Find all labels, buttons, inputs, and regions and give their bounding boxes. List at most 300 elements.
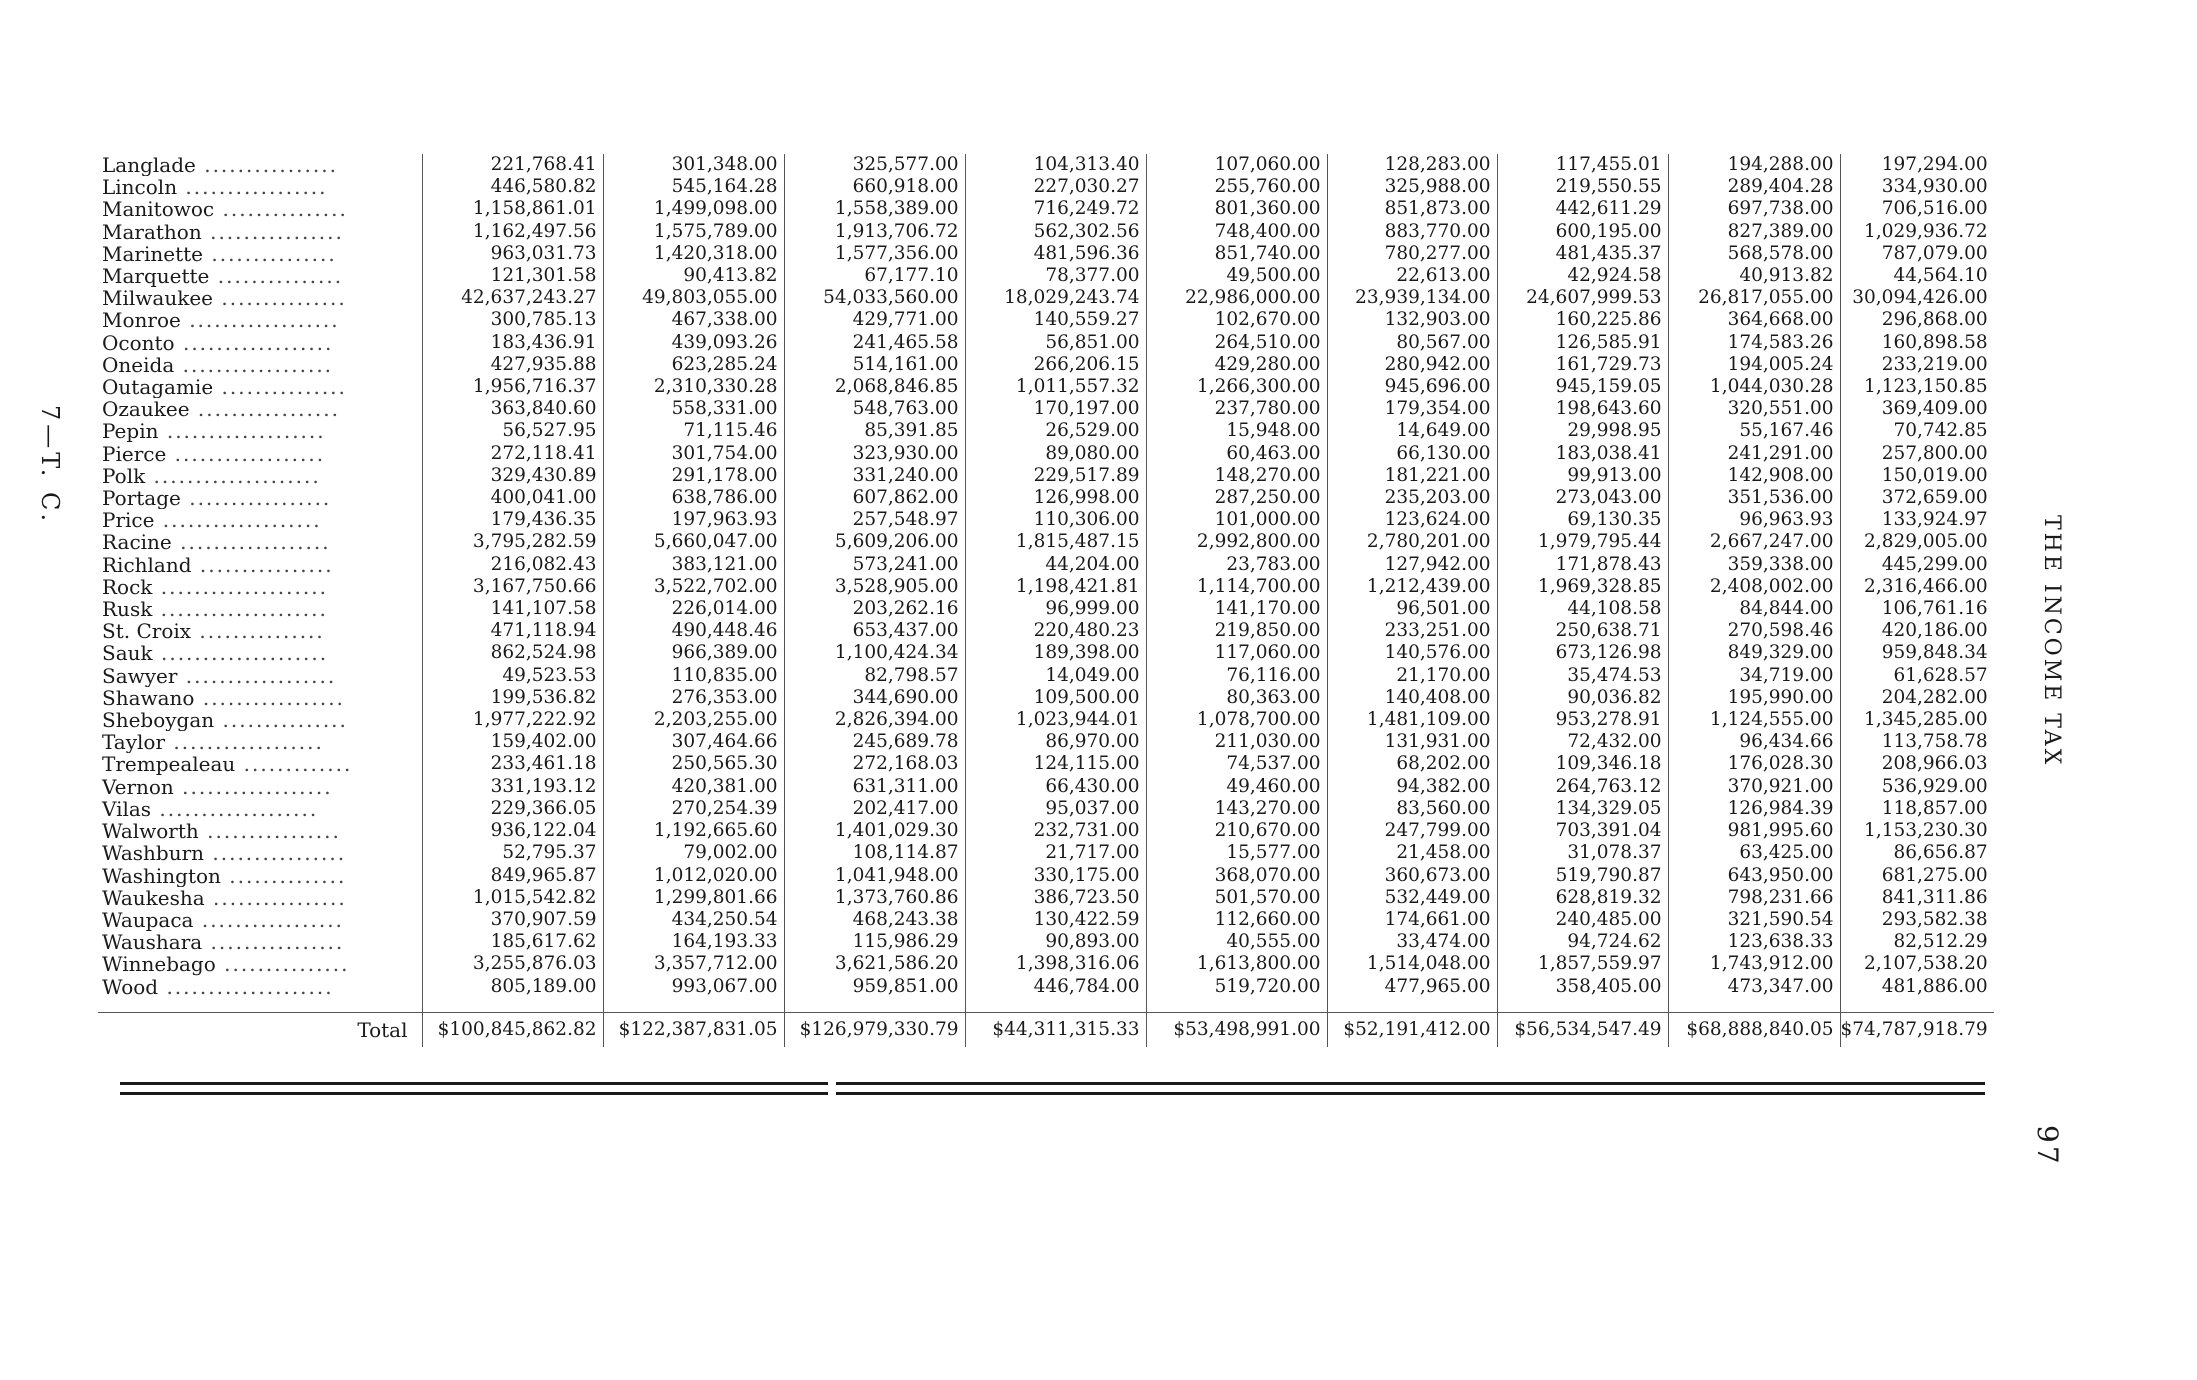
county-name xyxy=(98,287,422,309)
table-cell: 210,670.00 xyxy=(1146,820,1327,842)
table-cell: 473,347.00 xyxy=(1668,976,1840,998)
county-name xyxy=(98,443,422,465)
county-label: Oconto xyxy=(102,331,175,354)
county-label: Vilas xyxy=(102,797,152,821)
table-cell: 548,763.00 xyxy=(784,398,965,420)
county-name xyxy=(98,598,422,620)
spacer-cell xyxy=(1146,998,1327,1013)
table-cell: 325,988.00 xyxy=(1327,176,1497,198)
table-cell: 170,197.00 xyxy=(965,398,1146,420)
table-cell: 264,763.12 xyxy=(1497,776,1668,798)
table-cell: 841,311.86 xyxy=(1881,886,1988,908)
county-name xyxy=(98,154,422,176)
table-cell: 383,121.00 xyxy=(603,554,784,576)
table-cell: 2,829,005.00 xyxy=(1864,531,1988,553)
table-cell: 481,596.36 xyxy=(965,243,1146,265)
table-cell: 330,175.00 xyxy=(965,865,1146,887)
table-cell: 959,848.34 xyxy=(1881,642,1988,664)
table-cell: 1,124,555.00 xyxy=(1668,709,1840,731)
table-cell: 400,041.00 xyxy=(422,487,603,509)
table-row xyxy=(98,865,1994,887)
table-cell: 280,942.00 xyxy=(1327,354,1497,376)
table-row xyxy=(98,620,1994,642)
county-label: Pepin xyxy=(102,420,159,443)
table-cell: 329,430.89 xyxy=(422,465,603,487)
table-cell: 638,786.00 xyxy=(603,487,784,509)
table-cell: 68,202.00 xyxy=(1327,753,1497,775)
county-label: Waushara xyxy=(102,931,203,954)
table-cell: 851,873.00 xyxy=(1327,198,1497,220)
table-cell: 1,956,716.37 xyxy=(422,376,603,398)
leader-dots: .................... xyxy=(145,464,321,488)
table-row xyxy=(98,443,1994,465)
county-label: Sawyer xyxy=(102,664,178,687)
table-cell: 90,036.82 xyxy=(1497,687,1668,709)
table-cell: 1,100,424.34 xyxy=(784,642,965,664)
table-cell: 23,783.00 xyxy=(1146,554,1327,576)
table-cell: 219,550.55 xyxy=(1497,176,1668,198)
table-cell: 60,463.00 xyxy=(1146,443,1327,465)
leader-dots: ................. xyxy=(180,487,332,510)
table-row xyxy=(98,776,1994,798)
table-cell: 849,965.87 xyxy=(422,865,603,887)
table-cell: 1,162,497.56 xyxy=(422,221,603,243)
table-cell: 21,717.00 xyxy=(965,842,1146,864)
leader-dots: .................... xyxy=(158,975,334,998)
table-cell: 143,270.00 xyxy=(1146,798,1327,820)
county-name xyxy=(98,487,422,509)
leader-dots: ............... xyxy=(213,376,347,399)
leader-dots: .................. xyxy=(177,664,337,687)
table-cell: 198,643.60 xyxy=(1497,398,1668,420)
table-cell: 481,435.37 xyxy=(1497,243,1668,265)
table-cell: 112,660.00 xyxy=(1146,909,1327,931)
county-label: Shawano xyxy=(102,686,195,710)
table-cell: 82,798.57 xyxy=(784,665,965,687)
table-cell: 179,436.35 xyxy=(422,509,603,531)
table-cell: 291,178.00 xyxy=(603,465,784,487)
table-cell: 14,649.00 xyxy=(1327,420,1497,442)
county-name xyxy=(98,509,422,531)
county-name xyxy=(98,309,422,331)
table-cell: 131,931.00 xyxy=(1327,731,1497,753)
table-cell: 106,761.16 xyxy=(1881,598,1988,620)
county-name xyxy=(98,354,422,376)
table-cell: 255,760.00 xyxy=(1146,176,1327,198)
table-cell: 490,448.46 xyxy=(603,620,784,642)
table-row xyxy=(98,376,1994,398)
table-cell: 351,536.00 xyxy=(1668,487,1840,509)
table-cell: 445,299.00 xyxy=(1881,553,1988,575)
table-cell: 429,280.00 xyxy=(1146,354,1327,376)
table-cell: 140,559.27 xyxy=(965,309,1146,331)
table-cell: 368,070.00 xyxy=(1146,865,1327,887)
table-cell: 160,898.58 xyxy=(1881,331,1988,353)
table-cell: 1,857,559.97 xyxy=(1497,953,1668,975)
table-cell: 15,577.00 xyxy=(1146,842,1327,864)
table-cell: 780,277.00 xyxy=(1327,243,1497,265)
table-cell: 2,316,466.00 xyxy=(1864,575,1988,597)
total-row xyxy=(98,1012,1994,1047)
table-cell: 179,354.00 xyxy=(1327,398,1497,420)
table-cell: 54,033,560.00 xyxy=(784,287,965,309)
table-cell: 26,529.00 xyxy=(965,420,1146,442)
table-cell: 108,114.87 xyxy=(784,842,965,864)
table-cell: 787,079.00 xyxy=(1881,242,1988,264)
county-name xyxy=(98,221,422,243)
leader-dots: ................ xyxy=(204,842,347,865)
table-cell: 66,130.00 xyxy=(1327,443,1497,465)
table-cell: 233,219.00 xyxy=(1881,353,1988,375)
table-cell: 3,255,876.03 xyxy=(422,953,603,975)
table-cell: 532,449.00 xyxy=(1327,887,1497,909)
table-cell: 161,729.73 xyxy=(1497,354,1668,376)
table-cell: 56,527.95 xyxy=(422,420,603,442)
table-cell: 5,660,047.00 xyxy=(603,531,784,553)
table-cell: 660,918.00 xyxy=(784,176,965,198)
table-cell: 82,512.29 xyxy=(1893,931,1988,953)
table-row xyxy=(98,154,1994,176)
table-cell: 66,430.00 xyxy=(965,776,1146,798)
table-cell: 69,130.35 xyxy=(1497,509,1668,531)
table-cell: 232,731.00 xyxy=(965,820,1146,842)
table-cell: 372,659.00 xyxy=(1881,487,1988,509)
table-cell: 142,908.00 xyxy=(1668,465,1840,487)
table-cell: 936,122.04 xyxy=(422,820,603,842)
total-value: $56,534,547.49 xyxy=(1497,1012,1668,1047)
table-cell: 1,158,861.01 xyxy=(422,198,603,220)
county-name xyxy=(98,420,422,442)
table-cell: 194,005.24 xyxy=(1668,354,1840,376)
county-label: Sheboygan xyxy=(102,709,215,732)
table-cell: 31,078.37 xyxy=(1497,842,1668,864)
table-cell: 1,373,760.86 xyxy=(784,887,965,909)
table-cell: 197,963.93 xyxy=(603,509,784,531)
table-cell: 706,516.00 xyxy=(1881,198,1988,220)
table-cell: 79,002.00 xyxy=(603,842,784,864)
table-cell: 104,313.40 xyxy=(965,154,1146,176)
county-label: Monroe xyxy=(102,309,181,332)
county-name xyxy=(98,820,422,842)
table-cell: 2,310,330.28 xyxy=(603,376,784,398)
leader-dots: .................... xyxy=(152,575,328,599)
county-name xyxy=(98,976,422,998)
table-cell: 241,465.58 xyxy=(784,332,965,354)
income-tax-table xyxy=(98,154,1994,1047)
spacer-row xyxy=(98,998,1994,1013)
table-cell: 3,528,905.00 xyxy=(784,576,965,598)
table-cell: 121,301.58 xyxy=(422,265,603,287)
county-name xyxy=(98,642,422,664)
table-cell: 434,250.54 xyxy=(603,909,784,931)
table-cell: 3,357,712.00 xyxy=(603,953,784,975)
spacer-cell xyxy=(1840,998,1994,1013)
table-row xyxy=(98,576,1994,598)
table-cell: 1,401,029.30 xyxy=(784,820,965,842)
table-row xyxy=(98,753,1994,775)
table-cell: 370,907.59 xyxy=(422,909,603,931)
table-cell: 141,107.58 xyxy=(422,598,603,620)
table-cell: 195,990.00 xyxy=(1668,687,1840,709)
table-cell: 427,935.88 xyxy=(422,354,603,376)
table-cell: 123,638.33 xyxy=(1668,931,1840,953)
spacer-cell xyxy=(1668,998,1840,1013)
table-cell: 44,108.58 xyxy=(1497,598,1668,620)
leader-dots: ............... xyxy=(203,242,337,266)
table-cell: 344,690.00 xyxy=(784,687,965,709)
table-cell: 1,078,700.00 xyxy=(1146,709,1327,731)
table-cell: 71,115.46 xyxy=(603,420,784,442)
table-row xyxy=(98,354,1994,376)
table-cell: 208,966.03 xyxy=(1881,753,1988,775)
table-cell: 420,186.00 xyxy=(1881,620,1988,642)
leader-dots: ................. xyxy=(177,176,328,199)
table-cell: 21,458.00 xyxy=(1327,842,1497,864)
county-label: Milwaukee xyxy=(102,287,213,310)
total-value: $126,979,330.79 xyxy=(784,1012,965,1047)
table-cell: 160,225.86 xyxy=(1497,309,1668,331)
table-cell: 359,338.00 xyxy=(1668,554,1840,576)
table-cell: 257,800.00 xyxy=(1881,442,1988,464)
table-cell: 117,455.01 xyxy=(1497,154,1668,176)
leader-dots: ............... xyxy=(209,265,344,288)
page-number: 97 xyxy=(2031,1125,2064,1167)
table-row xyxy=(98,465,1994,487)
county-label: Winnebago xyxy=(102,953,216,976)
county-label: Lincoln xyxy=(102,176,178,199)
table-row xyxy=(98,731,1994,753)
leader-dots: ............... xyxy=(191,620,325,643)
table-cell: 945,696.00 xyxy=(1327,376,1497,398)
table-cell: 123,624.00 xyxy=(1327,509,1497,531)
table-cell: 966,389.00 xyxy=(603,642,784,664)
leader-dots: ............... xyxy=(214,709,348,732)
table-cell: 83,560.00 xyxy=(1327,798,1497,820)
county-label: Polk xyxy=(102,464,146,488)
table-cell: 76,116.00 xyxy=(1146,665,1327,687)
table-cell: 628,819.32 xyxy=(1497,887,1668,909)
county-name xyxy=(98,709,422,731)
table-cell: 126,984.39 xyxy=(1668,798,1840,820)
table-cell: 109,500.00 xyxy=(965,687,1146,709)
table-cell: 331,240.00 xyxy=(784,465,965,487)
leader-dots: ................... xyxy=(154,509,322,532)
table-cell: 307,464.66 xyxy=(603,731,784,753)
table-cell: 216,082.43 xyxy=(422,554,603,576)
county-label: Marquette xyxy=(102,265,210,288)
table-cell: 96,963.93 xyxy=(1668,509,1840,531)
county-name xyxy=(98,731,422,753)
table-cell: 289,404.28 xyxy=(1668,176,1840,198)
table-cell: 237,780.00 xyxy=(1146,398,1327,420)
county-name xyxy=(98,931,422,953)
table-cell: 1,577,356.00 xyxy=(784,243,965,265)
county-name xyxy=(98,265,422,287)
table-cell: 420,381.00 xyxy=(603,776,784,798)
table-cell: 80,567.00 xyxy=(1327,332,1497,354)
table-body xyxy=(98,154,1994,1047)
table-cell: 219,850.00 xyxy=(1146,620,1327,642)
table-cell: 287,250.00 xyxy=(1146,487,1327,509)
county-label: Oneida xyxy=(102,353,175,377)
table-cell: 194,288.00 xyxy=(1668,154,1840,176)
table-cell: 442,611.29 xyxy=(1497,198,1668,220)
table-cell: 44,564.10 xyxy=(1893,265,1988,287)
table-cell: 204,282.00 xyxy=(1881,686,1988,708)
table-cell: 296,868.00 xyxy=(1881,309,1988,331)
leader-dots: ................ xyxy=(191,553,334,576)
table-cell: 1,153,230.30 xyxy=(1864,820,1988,842)
table-cell: 197,294.00 xyxy=(1881,154,1988,175)
table-cell: 334,930.00 xyxy=(1881,176,1988,198)
table-cell: 110,835.00 xyxy=(603,665,784,687)
leader-dots: .................... xyxy=(152,598,328,621)
table-row xyxy=(98,642,1994,664)
county-name xyxy=(98,376,422,398)
table-cell: 124,115.00 xyxy=(965,753,1146,775)
table-cell: 631,311.00 xyxy=(784,776,965,798)
table-cell: 235,203.00 xyxy=(1327,487,1497,509)
county-label: Waukesha xyxy=(102,886,205,909)
county-label: Racine xyxy=(102,531,172,554)
table-cell: 481,886.00 xyxy=(1881,975,1988,997)
leader-dots: ................ xyxy=(202,931,345,954)
table-cell: 2,107,538.20 xyxy=(1864,953,1988,975)
table-cell: 203,262.16 xyxy=(784,598,965,620)
table-cell: 993,067.00 xyxy=(603,976,784,998)
table-row xyxy=(98,909,1994,931)
county-name xyxy=(98,198,422,220)
table-cell: 1,913,706.72 xyxy=(784,221,965,243)
table-row xyxy=(98,398,1994,420)
table-cell: 55,167.46 xyxy=(1668,420,1840,442)
table-cell: 849,329.00 xyxy=(1668,642,1840,664)
table-cell: 953,278.91 xyxy=(1497,709,1668,731)
table-cell: 325,577.00 xyxy=(784,154,965,176)
leader-dots: .............. xyxy=(220,864,347,887)
table-cell: 439,093.26 xyxy=(603,332,784,354)
county-name xyxy=(98,865,422,887)
county-name xyxy=(98,398,422,420)
table-cell: 126,585.91 xyxy=(1497,332,1668,354)
table-cell: 174,661.00 xyxy=(1327,909,1497,931)
table-cell: 600,195.00 xyxy=(1497,221,1668,243)
table-cell: 301,754.00 xyxy=(603,443,784,465)
county-label: Rock xyxy=(102,575,153,599)
spacer-cell xyxy=(1327,998,1497,1013)
table-cell: 653,437.00 xyxy=(784,620,965,642)
table-cell: 26,817,055.00 xyxy=(1668,287,1840,309)
county-label: Outagamie xyxy=(102,376,214,399)
table-cell: 716,249.72 xyxy=(965,198,1146,220)
county-label: Ozaukee xyxy=(102,398,190,421)
table-cell: 467,338.00 xyxy=(603,309,784,331)
table-cell: 293,582.38 xyxy=(1881,908,1988,930)
table-cell: 49,803,055.00 xyxy=(603,287,784,309)
table-cell: 805,189.00 xyxy=(422,976,603,998)
county-label: Marathon xyxy=(102,220,202,243)
table-cell: 2,992,800.00 xyxy=(1146,531,1327,553)
county-label: St. Croix xyxy=(102,620,192,643)
table-cell: 266,206.15 xyxy=(965,354,1146,376)
table-cell: 2,826,394.00 xyxy=(784,709,965,731)
county-label: Rusk xyxy=(102,598,153,621)
table-cell: 132,903.00 xyxy=(1327,309,1497,331)
county-label: Washburn xyxy=(102,842,205,865)
table-cell: 562,302.56 xyxy=(965,221,1146,243)
table-cell: 363,840.60 xyxy=(422,398,603,420)
table-cell: 141,170.00 xyxy=(1146,598,1327,620)
bottom-rule xyxy=(120,1092,1985,1095)
table-row xyxy=(98,287,1994,309)
table-cell: 148,270.00 xyxy=(1146,465,1327,487)
table-row xyxy=(98,709,1994,731)
table-cell: 1,499,098.00 xyxy=(603,198,784,220)
table-cell: 78,377.00 xyxy=(965,265,1146,287)
table-cell: 22,613.00 xyxy=(1327,265,1497,287)
table-cell: 536,929.00 xyxy=(1881,775,1988,797)
leader-dots: ................... xyxy=(151,797,319,821)
table-cell: 90,893.00 xyxy=(965,931,1146,953)
county-label: Washington xyxy=(102,864,221,887)
table-cell: 96,434.66 xyxy=(1668,731,1840,753)
table-cell: 74,537.00 xyxy=(1146,753,1327,775)
leader-dots: .................. xyxy=(166,442,326,465)
table-cell: 150,019.00 xyxy=(1881,464,1988,486)
table-row xyxy=(98,554,1994,576)
table-cell: 140,576.00 xyxy=(1327,642,1497,664)
leader-dots: ................... xyxy=(158,420,326,443)
table-cell: 1,345,285.00 xyxy=(1864,709,1988,731)
table-cell: 185,617.62 xyxy=(422,931,603,953)
table-cell: 981,995.60 xyxy=(1668,820,1840,842)
table-cell: 272,168.03 xyxy=(784,753,965,775)
running-head: THE INCOME TAX xyxy=(2039,515,2064,768)
county-name xyxy=(98,620,422,642)
table-cell: 331,193.12 xyxy=(422,776,603,798)
county-label: Marinette xyxy=(102,242,203,266)
table-cell: 1,398,316.06 xyxy=(965,953,1146,975)
table-cell: 128,283.00 xyxy=(1327,154,1497,176)
table-cell: 1,266,300.00 xyxy=(1146,376,1327,398)
table-row xyxy=(98,931,1994,953)
table-cell: 623,285.24 xyxy=(603,354,784,376)
table-cell: 446,580.82 xyxy=(422,176,603,198)
table-cell: 22,986,000.00 xyxy=(1146,287,1327,309)
table-cell: 748,400.00 xyxy=(1146,221,1327,243)
table-cell: 94,724.62 xyxy=(1497,931,1668,953)
table-cell: 49,523.53 xyxy=(422,665,603,687)
table-cell: 99,913.00 xyxy=(1497,465,1668,487)
county-label: Walworth xyxy=(102,820,199,843)
table-cell: 171,878.43 xyxy=(1497,554,1668,576)
table-cell: 862,524.98 xyxy=(422,642,603,664)
table-cell: 519,720.00 xyxy=(1146,976,1327,998)
spacer-cell xyxy=(98,998,422,1013)
table-cell: 798,231.66 xyxy=(1668,887,1840,909)
table-cell: 94,382.00 xyxy=(1327,776,1497,798)
table-cell: 35,474.53 xyxy=(1497,665,1668,687)
table-cell: 1,299,801.66 xyxy=(603,887,784,909)
table-cell: 229,517.89 xyxy=(965,465,1146,487)
table-cell: 102,670.00 xyxy=(1146,309,1327,331)
table-cell: 67,177.10 xyxy=(784,265,965,287)
table-row xyxy=(98,332,1994,354)
margin-note: 7—T. C. xyxy=(36,405,64,526)
county-label: Manitowoc xyxy=(102,198,215,221)
table-cell: 272,118.41 xyxy=(422,443,603,465)
table-cell: 34,719.00 xyxy=(1668,665,1840,687)
